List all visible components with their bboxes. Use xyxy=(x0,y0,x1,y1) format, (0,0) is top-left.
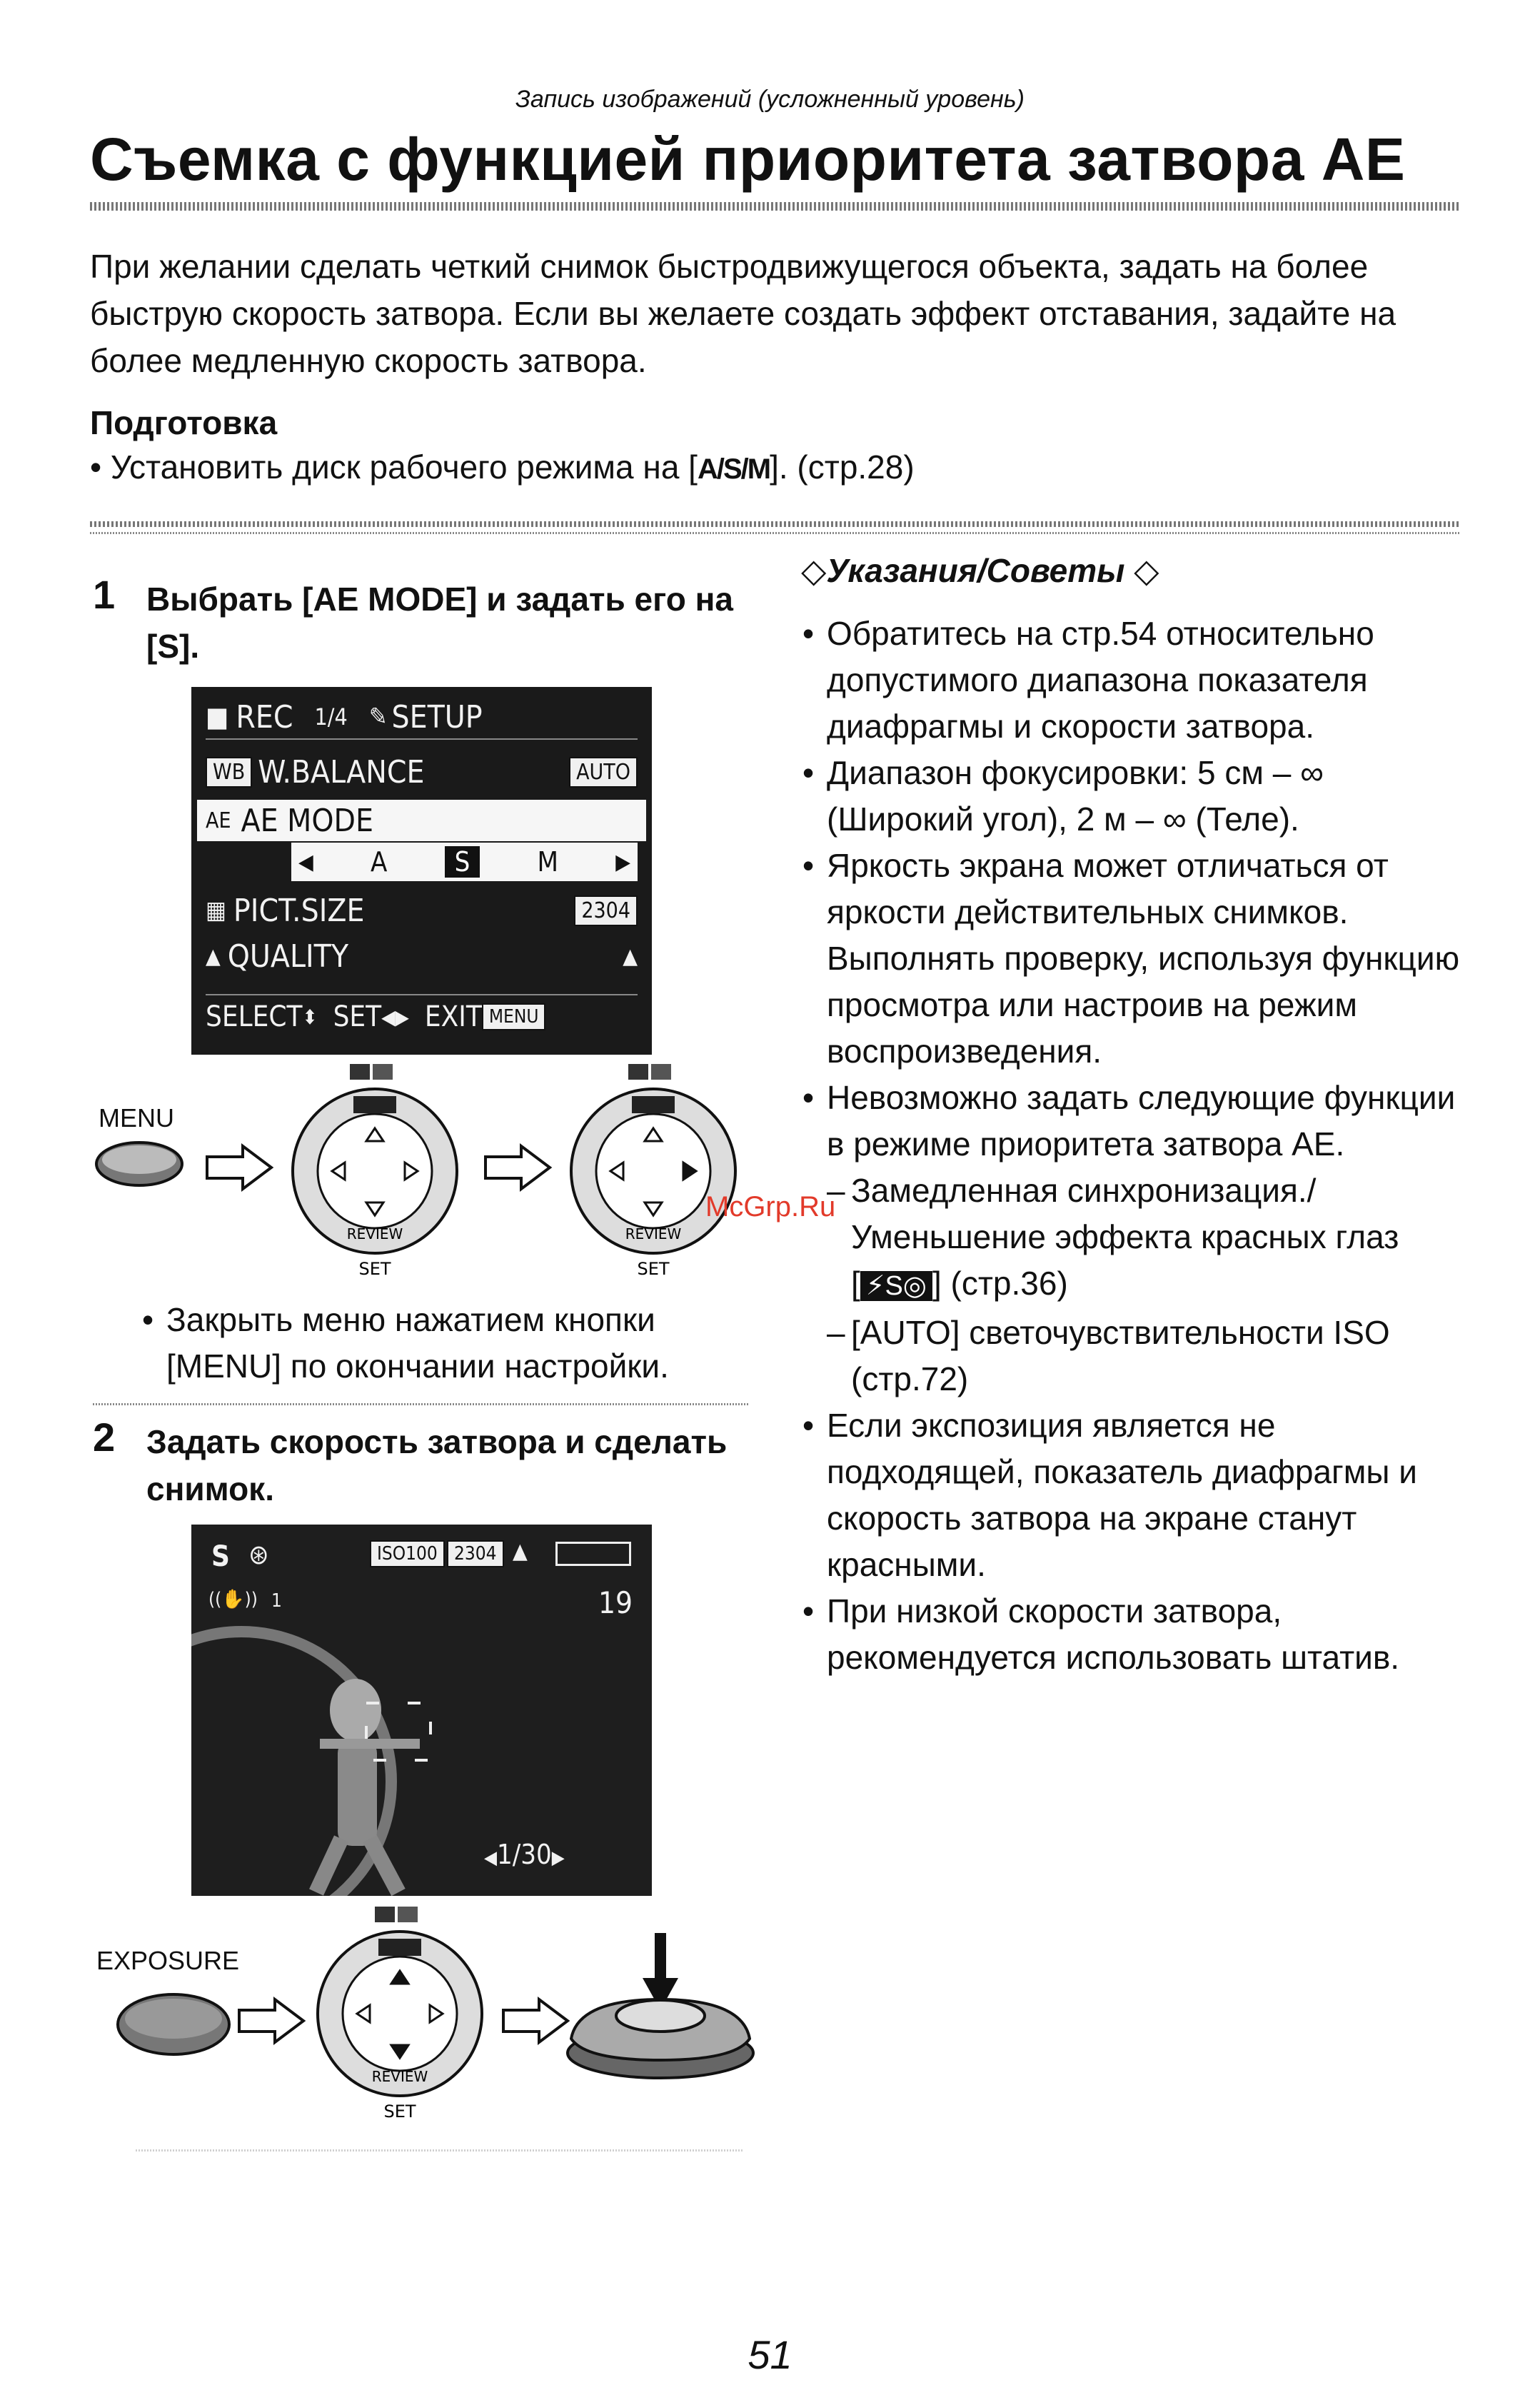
preparation-item xyxy=(90,448,915,486)
tip-subitem: – [AUTO] светочувствительности ISO (стр.72) xyxy=(800,1310,1471,1402)
bottom-divider xyxy=(136,2149,743,2152)
arrow-right-icon xyxy=(236,1996,307,2046)
tips-title xyxy=(801,551,1159,590)
battery-icon xyxy=(555,1542,631,1566)
camera-icon: ■ xyxy=(206,701,229,733)
review-label: REVIEW xyxy=(371,2068,428,2085)
page-title: Съемка с функцией приоритета затвора AE xyxy=(90,126,1406,193)
ae-label: AE MODE xyxy=(241,802,373,839)
quality-icon: ▲ xyxy=(513,1539,528,1564)
right-arrow-icon: ▶ xyxy=(551,1847,565,1869)
title-underline xyxy=(90,202,1461,211)
step1-notes xyxy=(139,1297,768,1390)
menu-button[interactable] xyxy=(93,1135,186,1193)
set-label: SET xyxy=(358,1259,391,1278)
menu-item-wbalance[interactable] xyxy=(206,753,638,791)
shots-remaining: 19 xyxy=(598,1585,633,1620)
tip-subitem-prefix: Замедленная синхронизация./ Уменьшение эффекта красных глаз [ xyxy=(851,1172,1399,1302)
wb-icon: WB xyxy=(206,757,252,788)
quality-label: QUALITY xyxy=(227,938,349,975)
menu-footer xyxy=(206,994,638,1038)
tip-item: • Диапазон фокусировки: 5 см – ∞ (Широкий угол), 2 м – ∞ (Теле). xyxy=(800,750,1471,843)
footer-set: SET xyxy=(333,1000,382,1033)
step1-note: • Закрыть меню нажатием кнопки [MENU] по окончании настройки. xyxy=(139,1297,768,1390)
footer-exit: EXIT xyxy=(424,1000,482,1033)
quality-value-icon: ▲ xyxy=(623,943,638,969)
menu-screen xyxy=(191,687,652,1055)
ae-options-row[interactable] xyxy=(291,843,638,881)
review-label: REVIEW xyxy=(625,1225,682,1242)
set-label: SET xyxy=(637,1259,670,1278)
flash-redeye-icon: ⚡S◎ xyxy=(860,1271,932,1301)
camera-preview-screen xyxy=(191,1525,652,1896)
arrow-right-icon xyxy=(482,1143,553,1193)
tip-item: • Если экспозиция является не подходящей, показатель диафрагмы и скорость затвора на экране станут красными. xyxy=(800,1402,1471,1588)
pict-label: PICT.SIZE xyxy=(233,892,365,929)
tip-item: • Яркость экрана может отличаться от яркости действительных снимков. Выполнять проверку, используя функцию просмотра или настроив на режим воспроизведения. xyxy=(800,843,1471,1075)
leftright-icon: ◀▶ xyxy=(381,1005,409,1029)
step-divider xyxy=(93,1403,750,1405)
menu-button-label: MENU xyxy=(99,1103,174,1133)
watermark: McGrp.Ru xyxy=(705,1191,836,1222)
bullet: • xyxy=(90,448,111,486)
option-m[interactable]: M xyxy=(537,846,558,878)
ae-icon: AE xyxy=(206,808,231,833)
tips-title-text: Указания/Советы xyxy=(826,552,1125,589)
mode-indicator: S xyxy=(211,1540,230,1573)
right-arrow-icon: ▶ xyxy=(615,849,630,875)
prep-text-suffix: ]. (стр.28) xyxy=(770,448,915,486)
arrow-right-icon xyxy=(203,1143,275,1193)
mode-asm-icon: A/S/M xyxy=(697,453,770,485)
wrench-icon: ✎ xyxy=(368,703,388,731)
section-header: Запись изображений (усложненный уровень) xyxy=(515,86,1025,113)
diamond-icon: ◇ xyxy=(801,552,827,589)
size-value: 2304 xyxy=(447,1540,504,1567)
option-s[interactable]: S xyxy=(445,846,480,878)
option-a[interactable]: A xyxy=(370,846,388,878)
menu-item-quality[interactable] xyxy=(206,937,638,975)
pict-value: 2304 xyxy=(574,895,638,926)
footer-select: SELECT xyxy=(206,1000,303,1033)
scene-photo xyxy=(191,1525,652,1896)
tab-rec[interactable]: REC xyxy=(236,698,293,735)
menu-item-pict-size[interactable] xyxy=(206,891,638,930)
quality-icon: ▲ xyxy=(206,943,221,969)
page-indicator: 1/4 xyxy=(314,703,348,730)
tip-subitem-suffix: ] (стр.36) xyxy=(932,1265,1068,1302)
control-dial-icon[interactable] xyxy=(564,1064,743,1278)
stabilizer-mode: 1 xyxy=(271,1590,282,1612)
stabilizer-icon: ((✋)) xyxy=(208,1589,258,1610)
shutter-button-icon[interactable] xyxy=(557,1932,757,2082)
set-label: SET xyxy=(383,2102,416,2121)
grid-icon: ▦ xyxy=(206,896,226,925)
control-dial-icon[interactable] xyxy=(286,1064,464,1278)
updown-icon: ⬍ xyxy=(302,1005,318,1029)
step2-text: Задать скорость затвора и сделать снимок. xyxy=(146,1423,728,1507)
footer-menu-box: MENU xyxy=(482,1003,546,1030)
page-number: 51 xyxy=(748,2332,792,2377)
wb-value: AUTO xyxy=(569,757,638,788)
tip-subitem xyxy=(800,1168,1471,1310)
shutter-value: 1/30 xyxy=(497,1839,552,1870)
step1-text: Выбрать [AE MODE] и задать его на [S]. xyxy=(146,581,733,665)
menu-tabs xyxy=(206,696,638,740)
shutter-speed-readout xyxy=(484,1839,565,1870)
tip-item: • Невозможно задать следующие функции в режиме приоритета затвора AE. xyxy=(800,1075,1471,1168)
prep-text-prefix: Установить диск рабочего режима на [ xyxy=(110,448,698,486)
preparation-title: Подготовка xyxy=(90,404,278,441)
control-dial-icon[interactable] xyxy=(311,1907,489,2121)
tab-setup[interactable]: SETUP xyxy=(391,698,483,735)
step1-number: 1 xyxy=(93,572,116,617)
tips-list xyxy=(800,611,1471,1681)
section-divider xyxy=(90,521,1461,527)
exposure-button-label: EXPOSURE xyxy=(96,1946,240,1975)
flash-off-icon: ⊛ xyxy=(248,1539,269,1570)
tip-item: • При низкой скорости затвора, рекомендуется использовать штатив. xyxy=(800,1588,1471,1681)
left-arrow-icon: ◀ xyxy=(298,849,313,875)
iso-value: ISO100 xyxy=(370,1540,445,1567)
exposure-button[interactable] xyxy=(113,1989,234,2060)
review-label: REVIEW xyxy=(346,1225,403,1242)
wb-label: W.BALANCE xyxy=(258,753,425,790)
tip-item: • Обратитесь на стр.54 относительно допустимого диапазона показателя диафрагмы и скорости затвора. xyxy=(800,611,1471,750)
intro-paragraph: При желании сделать четкий снимок быстродвижущегося объекта, задать на более быструю скорость затвора. Если вы желаете создать эффект отставания, задайте на более медленную скорость затвора. xyxy=(90,248,1396,379)
diamond-icon: ◇ xyxy=(1124,552,1159,589)
left-arrow-icon: ◀ xyxy=(484,1847,497,1869)
menu-item-ae-mode[interactable] xyxy=(197,800,646,841)
step2-number: 2 xyxy=(93,1415,116,1460)
section-divider-fine xyxy=(90,532,1461,534)
